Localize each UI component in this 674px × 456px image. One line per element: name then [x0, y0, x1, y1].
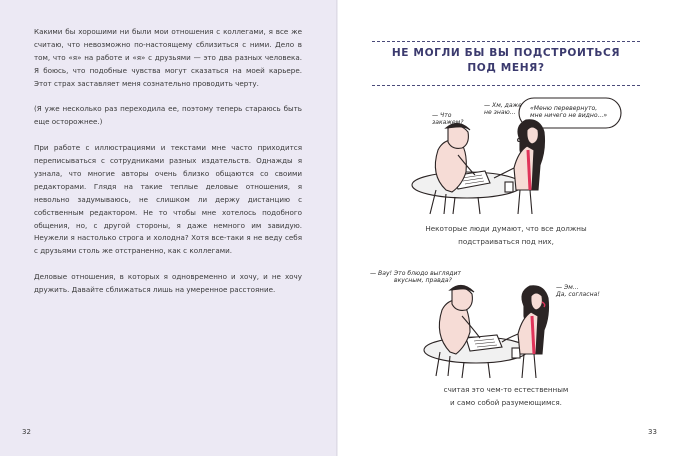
illustration-scene-2	[424, 285, 549, 378]
speech-line: не знаю...	[484, 109, 516, 117]
page-number-right: 33	[648, 428, 657, 436]
speech-line: закажем?	[432, 119, 464, 127]
caption-line: Некоторые люди думают, что все должны	[425, 224, 587, 233]
paragraph: Деловые отношения, в которых я одновременно и хочу, и не хочу дружить. Давайте сближаться лишь на умеренное расстояние.	[34, 272, 302, 295]
caption-2	[372, 383, 640, 409]
speech-left-1	[432, 112, 463, 126]
caption-1	[372, 222, 640, 248]
speech-line: — Эм...	[556, 284, 579, 291]
speech-right-2	[556, 284, 600, 298]
thought-line: «Меню перевернуто,	[530, 105, 598, 112]
thought-line: мне ничего не видно...»	[530, 112, 608, 120]
speech-right-1	[484, 102, 522, 116]
caption-line: и само собой разумеющимся.	[450, 398, 562, 408]
speech-line: Да, согласна!	[556, 291, 600, 299]
speech-line: — Хм, даже	[484, 102, 522, 109]
speech-left-2	[370, 270, 461, 284]
speech-line: вкусным, правда?	[394, 277, 452, 285]
chapter-title-line-2: ПОД МЕНЯ?	[467, 61, 545, 74]
caption-line: считая это чем-то естественным	[443, 385, 569, 394]
page-number-left: 32	[22, 428, 31, 436]
speech-line: — Что	[432, 112, 452, 119]
thought-text	[530, 105, 607, 119]
paragraph: (Я уже несколько раз переходила ее, поэтому теперь стараюсь быть еще осторожнее.)	[34, 104, 302, 127]
paragraph: При работе с иллюстрациями и текстами мне часто приходится переписываться с сотрудниками разных издательств. Однажды я узнала, что многие авторы очень близко общаются со своими редакторами. Глядя на такие теплые деловые отношения, я невольно задумываюсь, не слишком ли держу дистанцию с собственным редактором. Не то чтобы мне хотелось подобного общения, но, с другой стороны, я даже немного им завидую. Неужели я настолько строга и холодна? Хотя все-таки я не веду себя с друзьями столь же отстраненно, как с коллегами.	[34, 143, 302, 256]
chapter-title-line-1: НЕ МОГЛИ БЫ ВЫ ПОДСТРОИТЬСЯ	[391, 47, 621, 59]
speech-line: — Вау! Это блюдо выглядит	[370, 270, 461, 277]
caption-line: подстраиваться под них,	[458, 237, 554, 247]
paragraph: Какими бы хорошими ни были мои отношения с коллегами, я все же считаю, что невозможно по-настоящему сблизиться с ними. Дело в том, что «я» на работе и «я» с друзьями — это два разных человека. Я боюсь, что подобные чувства могут сказаться на моей карьере. Этот страх заставляет меня сознательно проводить черту.	[34, 27, 302, 88]
